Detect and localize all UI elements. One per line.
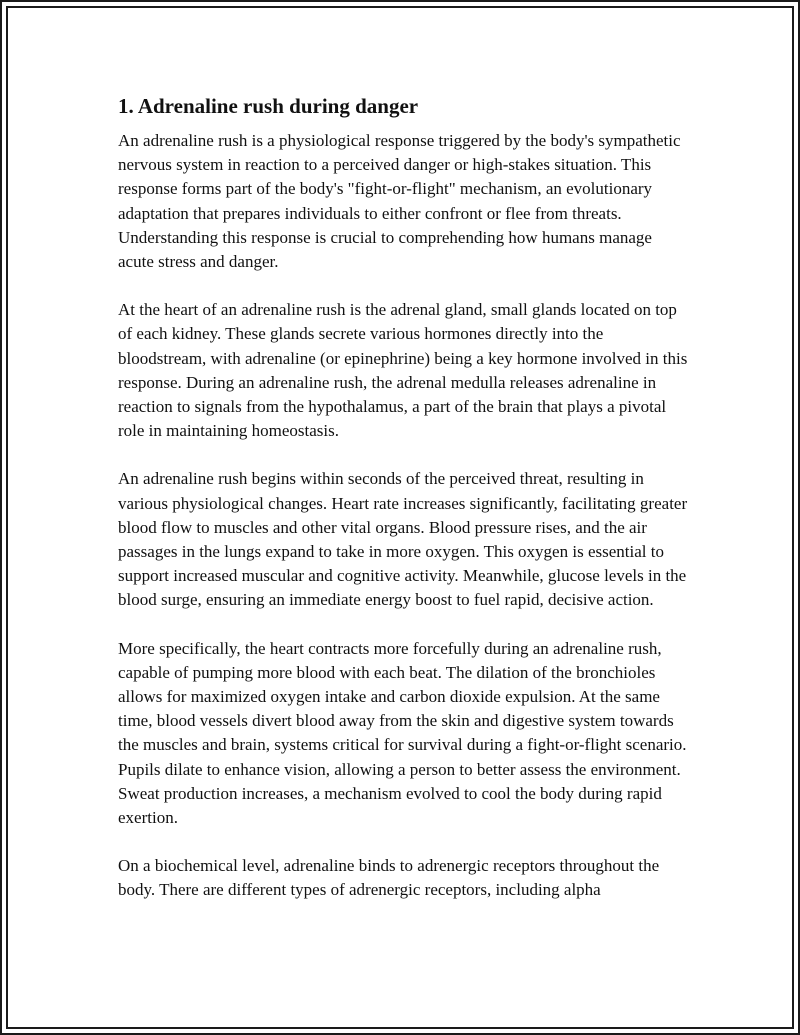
paragraph-5: On a biochemical level, adrenaline binds to adrenergic receptors throughout the body. There are different types of adrenergic receptors, including alpha (118, 856, 660, 900)
paragraph-1: An adrenaline rush is a physiological response triggered by the body's sympathetic nervous system in reaction to a perceived danger or high-stakes situation. This response forms part of the body's "fight-or-flight" mechanism, an evolutionary adaptation that prepares individuals to either confront or flee from threats. Understanding this response is crucial to comprehending how humans manage acute stress and danger. (118, 131, 681, 272)
document-body (118, 92, 690, 927)
section-heading: 1. Adrenaline rush during danger (118, 94, 419, 118)
paragraph-4: More specifically, the heart contracts more forcefully during an adrenaline rush, capable of pumping more blood with each beat. The dilation of the bronchioles allows for maximized oxygen intake and carbon dioxide expulsion. At the same time, blood vessels divert blood away from the skin and digestive system towards the muscles and brain, systems critical for survival during a fight-or-flight scenario. Pupils dilate to enhance vision, allowing a person to better assess the environment. Sweat production increases, a mechanism evolved to cool the body during rapid exertion. (118, 638, 687, 828)
paragraph-2: At the heart of an adrenaline rush is the adrenal gland, small glands located on top of each kidney. These glands secrete various hormones directly into the bloodstream, with adrenaline (or epinephrine) being a key hormone involved in this response. During an adrenaline rush, the adrenal medulla releases adrenaline in reaction to signals from the hypothalamus, a part of the brain that plays a pivotal role in maintaining homeostasis. (118, 300, 688, 441)
paragraph-3: An adrenaline rush begins within seconds of the perceived threat, resulting in various physiological changes. Heart rate increases significantly, facilitating greater blood flow to muscles and other vital organs. Blood pressure rises, and the air passages in the lungs expand to take in more oxygen. This oxygen is essential to support increased muscular and cognitive activity. Meanwhile, glucose levels in the blood surge, ensuring an immediate energy boost to fuel rapid, decisive action. (118, 469, 688, 610)
